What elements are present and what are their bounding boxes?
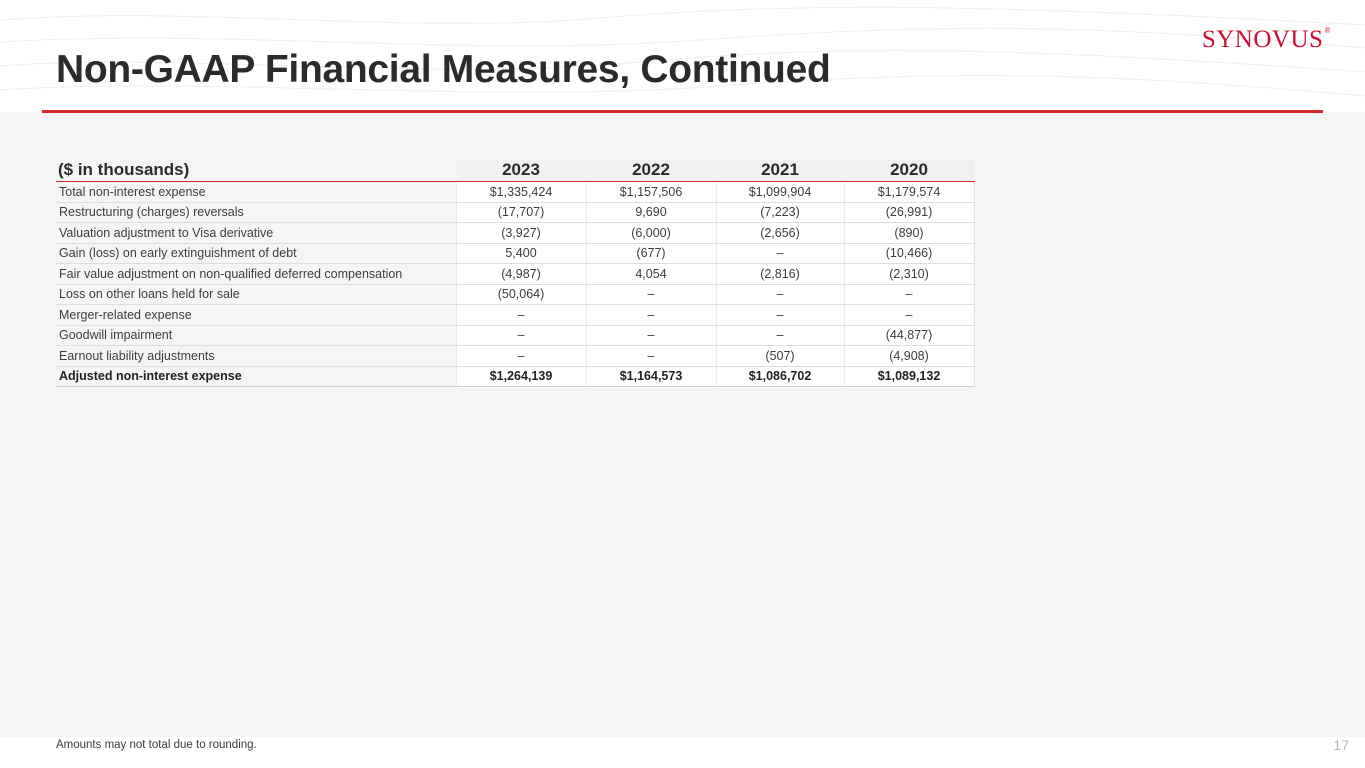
- row-label: Loss on other loans held for sale: [56, 284, 456, 305]
- table-row: [56, 264, 974, 285]
- non-interest-expense-table: [56, 160, 975, 387]
- total-value: $1,089,132: [844, 366, 974, 387]
- cell-value: –: [716, 325, 844, 346]
- cell-value: –: [456, 305, 586, 326]
- column-header-2023: 2023: [456, 160, 586, 182]
- total-row-label: Adjusted non-interest expense: [56, 366, 456, 387]
- cell-value: 9,690: [586, 202, 716, 223]
- cell-value: –: [586, 305, 716, 326]
- cell-value: (10,466): [844, 243, 974, 264]
- row-label: Fair value adjustment on non-qualified deferred compensation: [56, 264, 456, 285]
- cell-value: –: [456, 346, 586, 367]
- total-value: $1,264,139: [456, 366, 586, 387]
- cell-value: –: [586, 284, 716, 305]
- table-row: [56, 243, 974, 264]
- row-label: Valuation adjustment to Visa derivative: [56, 223, 456, 244]
- column-header-2021: 2021: [716, 160, 844, 182]
- cell-value: 5,400: [456, 243, 586, 264]
- cell-value: $1,157,506: [586, 182, 716, 203]
- cell-value: $1,179,574: [844, 182, 974, 203]
- cell-value: (890): [844, 223, 974, 244]
- page-number: 17: [1333, 737, 1349, 753]
- cell-value: –: [586, 325, 716, 346]
- cell-value: 4,054: [586, 264, 716, 285]
- table-row: [56, 325, 974, 346]
- cell-value: (677): [586, 243, 716, 264]
- row-label: Goodwill impairment: [56, 325, 456, 346]
- company-logo: SYNOVUS®: [1201, 26, 1331, 53]
- cell-value: (507): [716, 346, 844, 367]
- column-header-2022: 2022: [586, 160, 716, 182]
- row-label: Merger-related expense: [56, 305, 456, 326]
- units-header: ($ in thousands): [56, 160, 456, 182]
- cell-value: (3,927): [456, 223, 586, 244]
- table-row: [56, 284, 974, 305]
- cell-value: (44,877): [844, 325, 974, 346]
- cell-value: (6,000): [586, 223, 716, 244]
- row-label: Total non-interest expense: [56, 182, 456, 203]
- table-row: [56, 202, 974, 223]
- title-divider: [42, 110, 1323, 113]
- table-row: [56, 346, 974, 367]
- row-label: Earnout liability adjustments: [56, 346, 456, 367]
- row-label: Restructuring (charges) reversals: [56, 202, 456, 223]
- cell-value: (2,310): [844, 264, 974, 285]
- row-label: Gain (loss) on early extinguishment of debt: [56, 243, 456, 264]
- cell-value: (17,707): [456, 202, 586, 223]
- cell-value: –: [456, 325, 586, 346]
- total-value: $1,164,573: [586, 366, 716, 387]
- cell-value: (4,908): [844, 346, 974, 367]
- cell-value: –: [716, 305, 844, 326]
- cell-value: –: [844, 284, 974, 305]
- table-row: [56, 223, 974, 244]
- total-value: $1,086,702: [716, 366, 844, 387]
- table-header-row: [56, 160, 974, 182]
- cell-value: –: [716, 243, 844, 264]
- cell-value: $1,335,424: [456, 182, 586, 203]
- table-row: [56, 305, 974, 326]
- cell-value: –: [586, 346, 716, 367]
- column-header-2020: 2020: [844, 160, 974, 182]
- cell-value: $1,099,904: [716, 182, 844, 203]
- cell-value: (50,064): [456, 284, 586, 305]
- cell-value: (4,987): [456, 264, 586, 285]
- rounding-footnote: Amounts may not total due to rounding.: [56, 739, 257, 751]
- page-title: Non-GAAP Financial Measures, Continued: [56, 48, 831, 91]
- cell-value: (26,991): [844, 202, 974, 223]
- total-row: [56, 366, 974, 387]
- cell-value: –: [844, 305, 974, 326]
- table-row: [56, 182, 974, 203]
- cell-value: (7,223): [716, 202, 844, 223]
- cell-value: –: [716, 284, 844, 305]
- cell-value: (2,816): [716, 264, 844, 285]
- cell-value: (2,656): [716, 223, 844, 244]
